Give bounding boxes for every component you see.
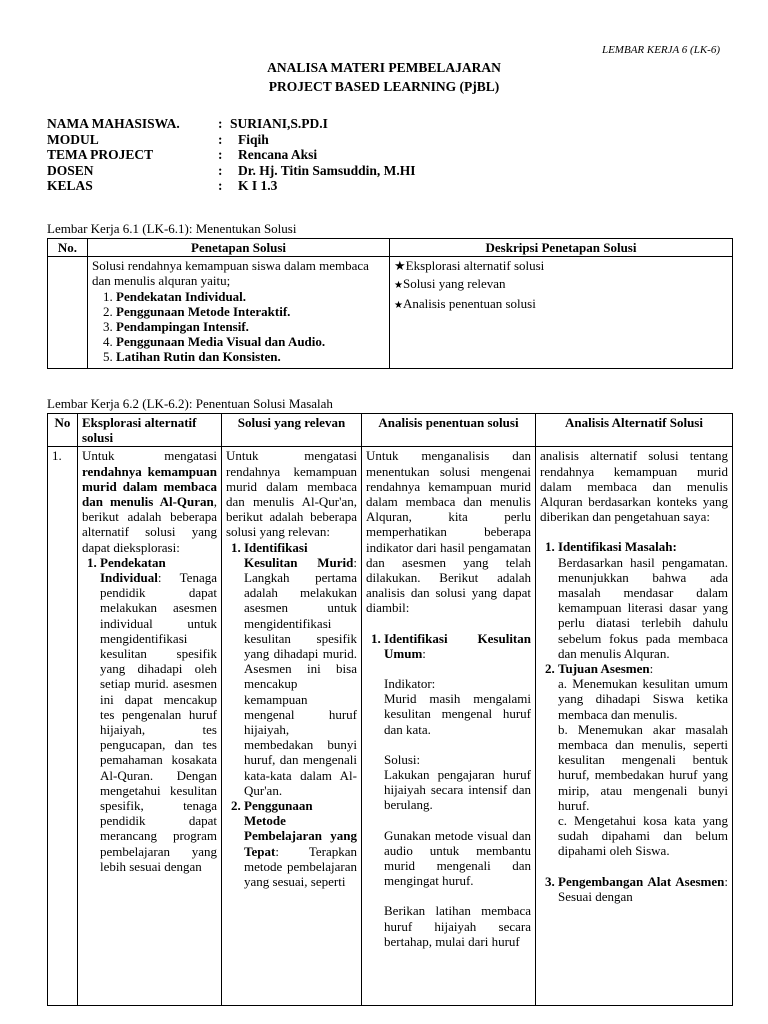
lk62-header-relevant: Solusi yang relevan [222, 414, 362, 447]
list-item: 1. Pendekatan Individual: Tenaga pendidik dapat melakukan asesmen individual untuk mengidentifikasi kesulitan spesifik yang dihadapi oleh setiap murid. asesmen ini dapat mencakup tes pengenalan huruf hijaiyah, tes pengucapan, dan tes pemahaman kosakata Al-Quran. Dengan mengetahui kesulitan spesifik, tenaga pendidik dapat merancang program pembelajaran yang lebih sesuai dengan [100, 555, 217, 874]
lk61-header-no: No. [48, 239, 88, 257]
list-item: 2. Penggunaan Metode Interaktif. [116, 304, 385, 319]
list-item: ★Eksplorasi alternatif solusi [394, 258, 545, 274]
lk62-header-analysis: Analisis penentuan solusi [362, 414, 536, 447]
lk62-cell-relevant: Untuk mengatasi rendahnya kemampuan murid dalam membaca dan menulis Al-Qur'an, berikut adalah beberapa solusi yang relevan: 1. Identifikasi Kesulitan Murid: Langkah pertama adalah melakukan asesmen untuk mengidentifikasi kesulitan spesifik yang dihadapi murid. Asesmen ini bisa mencakup kemampuan mengenal huruf hijaiyah, membedakan bunyi huruf, dan mengenali kata-kata dalam Al-Qur'an. 2. Penggunaan Metode Pembelajaran yang Tepat: Terapkan metode pembelajaran yang sesuai, seperti [222, 447, 362, 1006]
lk61-cell-no [48, 257, 88, 369]
info-row-class: KELAS : K I 1.3 [47, 178, 278, 193]
lk61-cell-description [390, 257, 733, 369]
lk62-header-alternative: Analisis Alternatif Solusi [536, 414, 733, 447]
list-item: 3. Pendampingan Intensif. [116, 319, 385, 334]
list-item: 3. Pengembangan Alat Asesmen: Sesuai dengan [558, 874, 728, 904]
info-row-module: MODUL : Fiqih [47, 131, 269, 147]
lk62-cell-analysis: Untuk menganalisis dan menentukan solusi mengenai rendahnya kemampuan murid dalam membaca dan menulis Alquran, kita perlu memperhatikan beberapa indikator dari hasil pengamatan dan asesmen yang telah dilakukan. Berikut adalah analisis dan solusi yang dapat diambil: 1. Identifikasi Kesulitan Umum: Indikator: Murid masih mengalami kesulitan mengenal huruf dan kata. Solusi: Lakukan pengajaran huruf hijaiyah secara intensif dan berulang. Gunakan metode visual dan audio untuk membantu murid mengenali dan mengingat huruf. Berikan latihan membaca huruf hijaiyah secara bertahap, mulai dari huruf [362, 447, 536, 1006]
list-item: 2. Tujuan Asesmen: a. Menemukan kesulitan umum yang dihadapi Siswa ketika membaca dan menulis. b. Menemukan akar masalah membaca dan menulis, seperti kesulitan mengenali bentuk huruf, membedakan huruf yang mirip, atau mengenali bunyi huruf. c. Mengetahui kosa kata yang sudah dipahami dan belum dipahami oleh Siswa. [558, 661, 728, 859]
list-item: 4. Penggunaan Media Visual dan Audio. [116, 334, 385, 349]
info-row-name: NAMA MAHASISWA. : SURIANI,S.PD.I [47, 116, 328, 131]
list-item: ★Analisis penentuan solusi [394, 295, 536, 311]
list-item: 1. Identifikasi Kesulitan Umum: Indikator: Murid masih mengalami kesulitan mengenal huruf dan kata. Solusi: Lakukan pengajaran huruf hijaiyah secara intensif dan berulang. Gunakan metode visual dan audio untuk membantu murid mengenali dan mengingat huruf. Berikan latihan membaca huruf hijaiyah secara bertahap, mulai dari huruf [384, 631, 531, 949]
lk61-solution-list [92, 289, 385, 365]
lk61-caption: Lembar Kerja 6.1 (LK-6.1): Menentukan Solusi [47, 221, 297, 236]
lk62-cell-exploration: Untuk mengatasi rendahnya kemampuan murid dalam membaca dan menulis Al-Quran, berikut adalah beberapa alternatif solusi yang dapat dieksplorasi: 1. Pendekatan Individual: Tenaga pendidik dapat melakukan asesmen individual untuk mengidentifikasi kesulitan spesifik yang dihadapi oleh setiap murid. asesmen ini dapat mencakup tes pengenalan huruf hijaiyah, tes pengucapan, dan tes pemahaman kosakata Al-Quran. Dengan mengetahui kesulitan spesifik, tenaga pendidik dapat merancang program pembelajaran yang lebih sesuai dengan [78, 447, 222, 1006]
document-title: ANALISA MATERI PEMBELAJARAN [267, 60, 501, 75]
star-icon: ★ [394, 280, 403, 292]
lk62-caption: Lembar Kerja 6.2 (LK-6.2): Penentuan Solusi Masalah [47, 396, 333, 411]
info-row-lecturer: DOSEN : Dr. Hj. Titin Samsuddin, M.HI [47, 162, 416, 178]
lk62-header-no: No [48, 414, 78, 447]
list-item: 1. Pendekatan Individual. [116, 289, 385, 304]
document-subtitle: PROJECT BASED LEARNING (PjBL) [268, 79, 500, 94]
student-info [47, 116, 416, 194]
list-item: 2. Penggunaan Metode Pembelajaran yang Tepat: Terapkan metode pembelajaran yang sesuai, seperti [244, 798, 357, 889]
star-icon: ★ [394, 258, 406, 274]
lk61-table [47, 238, 733, 369]
list-item: ★Solusi yang relevan [394, 276, 506, 292]
worksheet-code: LEMBAR KERJA 6 (LK-6) [601, 44, 720, 56]
info-row-theme: TEMA PROJECT : Rencana Aksi [47, 147, 318, 162]
lk61-cell-solution: Solusi rendahnya kemampuan siswa dalam membaca dan menulis alquran yaitu; 1. Pendekatan Individual. 2. Penggunaan Metode Interaktif. 3. Pendampingan Intensif. 4. Penggunaan Media Visual dan Audio. 5. Latihan Rutin dan Konsisten. [88, 257, 390, 369]
lk62-cell-alternative: analisis alternatif solusi tentang rendahnya kemampuan murid dalam membaca dan menulis Alquran berdasarkan konteks yang diberikan dan pengetahuan saya: 1. Identifikasi Masalah: Berdasarkan hasil pengamatan. menunjukkan bahwa ada masalah mendasar dalam kemampuan literasi dasar yang perlu diatasi terlebih dahulu sebelum fokus pada membaca dan menulis Alquran. 2. Tujuan Asesmen: a. Menemukan kesulitan umum yang dihadapi Siswa ketika membaca dan menulis. b. Menemukan akar masalah membaca dan menulis, seperti kesulitan mengenali bentuk huruf, membedakan huruf yang mirip, atau mengenali bunyi huruf. c. Mengetahui kosa kata yang sudah dipahami dan belum dipahami oleh Siswa. 3. Pengembangan Alat Asesmen: Sesuai dengan [536, 447, 733, 1006]
lk61-header-description: Deskripsi Penetapan Solusi [390, 239, 733, 257]
star-icon: ★ [394, 299, 403, 311]
lk62-cell-no: 1. [48, 447, 78, 1006]
lk61-header-solution: Penetapan Solusi [88, 239, 390, 257]
list-item: 5. Latihan Rutin dan Konsisten. [116, 349, 385, 364]
lk62-header-exploration: Eksplorasi alternatif solusi [78, 414, 222, 447]
list-item: 1. Identifikasi Masalah: Berdasarkan hasil pengamatan. menunjukkan bahwa ada masalah mendasar dalam kemampuan literasi dasar yang perlu diatasi terlebih dahulu sebelum fokus pada membaca dan menulis Alquran. [558, 539, 728, 661]
lk62-table [47, 413, 733, 1006]
list-item: 1. Identifikasi Kesulitan Murid: Langkah pertama adalah melakukan asesmen untuk mengidentifikasi kesulitan spesifik yang dihadapi murid. Asesmen ini bisa mencakup kemampuan mengenal huruf hijaiyah, membedakan bunyi huruf, dan mengenali kata-kata dalam Al-Qur'an. [244, 540, 357, 798]
